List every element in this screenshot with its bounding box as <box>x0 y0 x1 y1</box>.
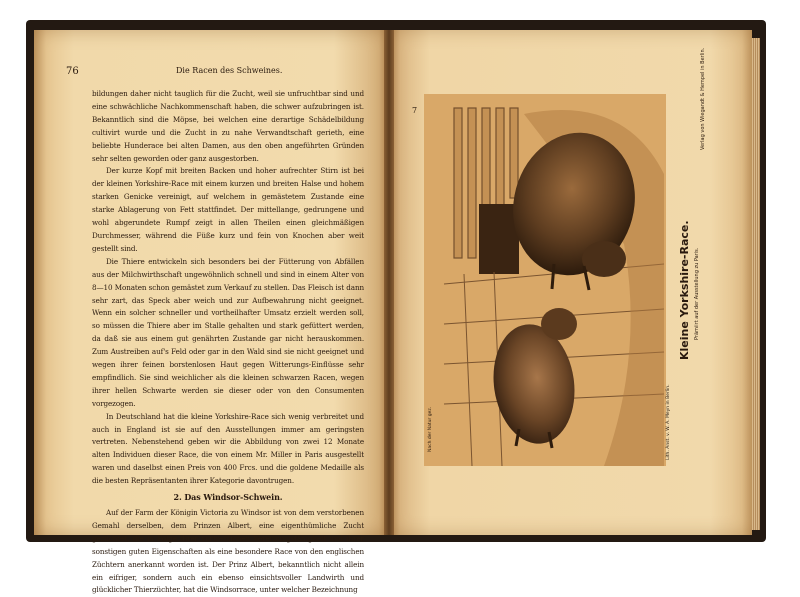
paragraph: Auf der Farm der Königin Victoria zu Windsor ist von dem verstorbenen Gemahl derselben, dem Prinzen Albert, eine eigenthümliche Zucht gezüchtet, die in Folge ihrer vortrefflichen Vererbungsfähigkeit und ihrer sonstigen guten Eigenschaften als eine besondere Race von den englischen Züchtern anerkannt worden ist. Der Prinz Albert, bekanntlich nicht allein ein eifriger, sondern auch ein ebenso einsichtsvoller Landwirth und glücklicher Thierzüchter, hat die Windsorrace, unter welcher Bezeichnung <box>92 508 364 595</box>
pig-illustration <box>424 94 666 466</box>
plate-subcaption: Prämiirt auf der Ausstellung zu Paris. <box>694 247 700 340</box>
page-edges <box>752 38 760 530</box>
lithographer-credit: Lith. Anst. v. W. A. Meyn in Berlin. <box>666 384 671 460</box>
paragraph: bildungen daher nicht tauglich für die Zucht, weil sie unfruchtbar sind und eine schwächliche Nachkommenschaft haben, die schwer aufzubringen ist. Bekanntlich sind die Möpse, bei welchen eine derartige Schädelbildung cultivirt wurde und die Zucht in zu nahe Verwandtschaft gerieth, eine beliebte Hunderace bei alten Damen, aus den oben angeführten Gründen sehr selten geworden oder ganz ausgestorben. <box>92 89 364 163</box>
running-title: Die Racen des Schweines. <box>176 66 283 75</box>
artist-credit: Nach der Natur gez. <box>428 406 433 452</box>
paragraph: In Deutschland hat die kleine Yorkshire-Race sich wenig verbreitet und auch in England ist sie auf den Ausstellungen immer am geringsten vertreten. Nebenstehend geben wir die Abbildung von zwei 12 Monate alten Individuen dieser Race, die von einem Mr. Miller in Paris ausgestellt waren und daselbst einen Preis von 400 Frcs. und die goldene Medaille als die besten Repräsentanten ihrer Kategorie davontrugen. <box>92 411 364 486</box>
plate-number: 7 <box>412 106 418 115</box>
paragraph: Die Thiere entwickeln sich besonders bei der Fütterung von Abfällen aus der Milchwirthschaft ungewöhnlich schnell und sind in einem Alter von 8—10 Monaten schon gemästet zum Verkauf zu stellen. Das Fleisch ist dann sehr zart, das Speck aber weich und zur Aufbewahrung nicht geeignet. Wenn ein solcher schneller und vortheilhafter Umsatz erzielt werden soll, so müssen die Thiere aber im Stalle gehalten und stark gefüttert werden, da daß sie aus einem gut genährten Zustande gar nicht herauskommen. Zum Austreiben auf's Feld oder gar in den Wald sind sie nicht geeignet und wegen ihrer feinen borstenlosen Haut gegen Witterungs-Einflüsse sehr empfindlich. Sie sind weichlicher als die kleinen schwarzen Racen, wegen ihrer hellen Schwarte werden sie dieser oder von den Consumenten vorgezogen. <box>92 256 364 408</box>
section-heading: 2. Das Windsor-Schwein. <box>173 492 283 503</box>
page-number: 76 <box>66 66 79 77</box>
book-gutter <box>384 30 394 535</box>
plate-caption: Kleine Yorkshire-Race. <box>678 220 691 360</box>
pig-illustration-plate <box>424 94 666 466</box>
left-page-body <box>92 88 364 597</box>
paragraph: Der kurze Kopf mit breiten Backen und hoher aufrechter Stirn ist bei der kleinen Yorkshire-Race mit einem kurzen und breiten Halse und hohem starken Genicke vereinigt, auf welchem in gemästetem Zustande eine starke Ablagerung von Fett stattfindet. Der mittellange, gedrungene und wohl abgerundete Rumpf zeigt in allen Theilen einen gleichmäßigen Durchmesser, während die Füße kurz und fein von Knochen aber weit gestellt sind. <box>92 166 364 253</box>
publisher-credit: Verlag von Wiegandt & Hempel in Berlin. <box>700 47 706 150</box>
